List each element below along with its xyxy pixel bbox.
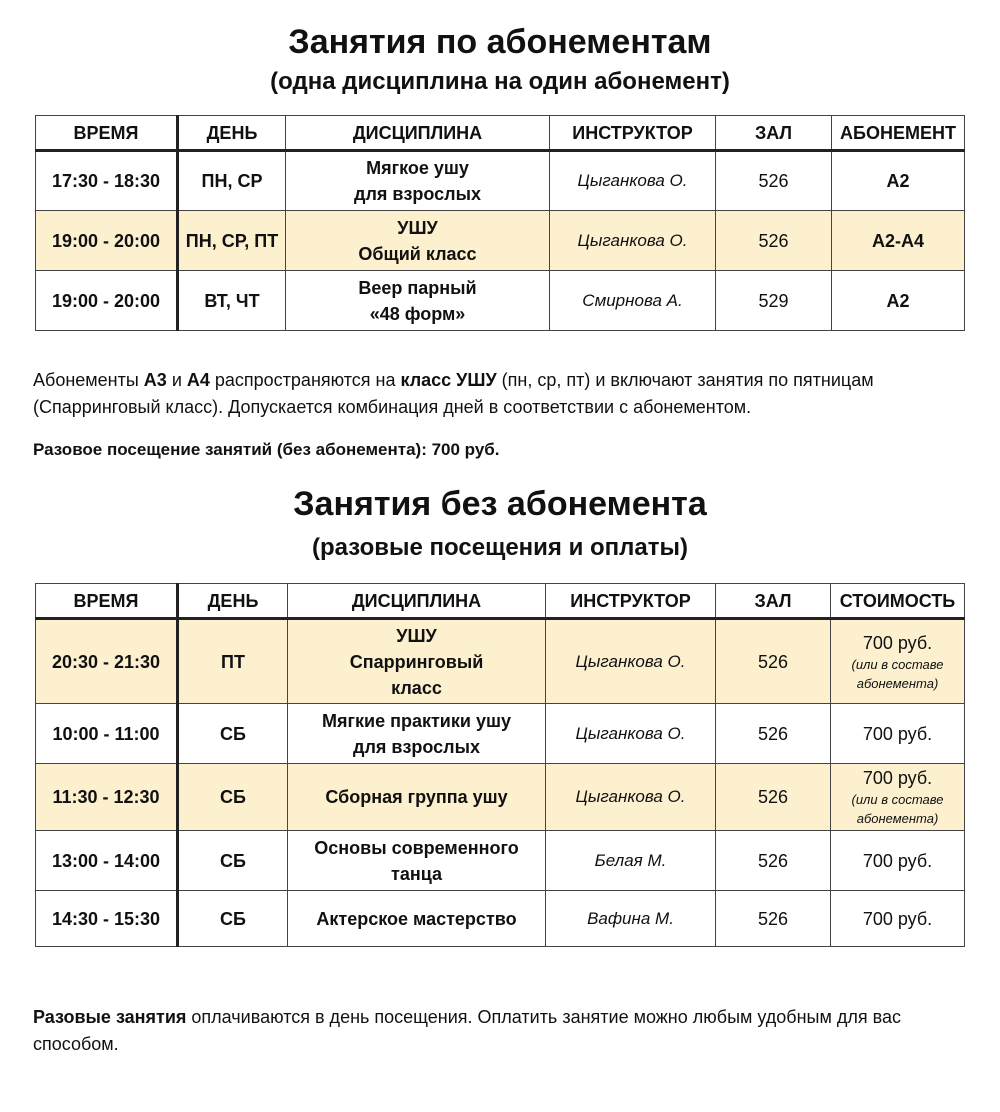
hall-cell: 526 xyxy=(716,211,832,271)
discipline-line: УШУ xyxy=(396,625,437,646)
hall-cell: 526 xyxy=(716,764,831,831)
time-cell: 17:30 - 18:30 xyxy=(36,151,178,211)
table-row xyxy=(36,619,965,704)
header-subscription: АБОНЕМЕНТ xyxy=(832,116,965,151)
discipline-line: для взрослых xyxy=(353,736,480,757)
note-text: распространяются на xyxy=(209,370,401,390)
price-note: (или в составе абонемента) xyxy=(851,792,944,826)
day-cell: ПН, СР xyxy=(178,151,286,211)
price-cell xyxy=(831,831,965,891)
time-cell: 14:30 - 15:30 xyxy=(36,891,178,947)
instructor-cell: Смирнова А. xyxy=(550,271,716,331)
section1-title: Занятия по абонементам xyxy=(288,23,712,61)
discipline-line: Мягкое ушу xyxy=(366,158,469,178)
section1-subtitle: (одна дисциплина на один абонемент) xyxy=(270,68,730,95)
price-value: 700 руб. xyxy=(862,723,933,744)
discipline-cell xyxy=(288,619,546,704)
price-value: 700 руб. xyxy=(862,768,933,788)
hall-cell: 526 xyxy=(716,891,831,947)
discipline-line: УШУ xyxy=(397,217,438,238)
discipline-cell xyxy=(286,151,550,211)
day-cell: СБ xyxy=(178,891,288,947)
discipline-cell xyxy=(288,831,546,891)
subscription-note xyxy=(33,367,973,421)
payment-note-text: оплачиваются в день посещения. Оплатить занятие можно любым удобным для вас способом. xyxy=(33,1007,901,1054)
instructor-cell: Цыганкова О. xyxy=(550,211,716,271)
single-visit-schedule-table xyxy=(35,583,965,947)
hall-cell: 526 xyxy=(716,619,831,704)
table-header-row xyxy=(36,116,965,151)
time-cell: 13:00 - 14:00 xyxy=(36,831,178,891)
single-visit-note: Разовое посещение занятий (без абонемента): 700 руб. xyxy=(33,440,500,459)
discipline-line: «48 форм» xyxy=(369,303,466,324)
discipline-line: Актерское мастерство xyxy=(316,908,517,929)
price-value: 700 руб. xyxy=(862,850,933,871)
price-note: (или в составе абонемента) xyxy=(851,656,944,691)
discipline-line: Общий класс xyxy=(358,243,477,264)
discipline-line: танца xyxy=(391,863,442,884)
instructor-cell: Цыганкова О. xyxy=(546,764,716,831)
day-cell: СБ xyxy=(178,764,288,831)
table-row xyxy=(36,831,965,891)
day-cell: ВТ, ЧТ xyxy=(178,271,286,331)
price-cell xyxy=(831,764,965,831)
time-cell: 20:30 - 21:30 xyxy=(36,619,178,704)
time-cell: 10:00 - 11:00 xyxy=(36,704,178,764)
header-discipline: ДИСЦИПЛИНА xyxy=(288,584,546,619)
header-day: ДЕНЬ xyxy=(178,584,288,619)
time-cell: 11:30 - 12:30 xyxy=(36,764,178,831)
discipline-line: для взрослых xyxy=(354,184,481,204)
header-time: ВРЕМЯ xyxy=(36,116,178,151)
table-row xyxy=(36,891,965,947)
discipline-line: класс xyxy=(391,677,442,698)
discipline-line: Сборная группа ушу xyxy=(325,787,508,807)
price-cell xyxy=(831,891,965,947)
price-value: 700 руб. xyxy=(862,908,933,929)
note-bold-a3: А3 xyxy=(143,370,167,390)
discipline-cell xyxy=(286,271,550,331)
price-value: 700 руб. xyxy=(862,632,933,653)
table-header-row xyxy=(36,584,965,619)
discipline-cell xyxy=(288,704,546,764)
discipline-cell xyxy=(288,764,546,831)
note-text: и xyxy=(166,370,187,390)
instructor-cell: Белая М. xyxy=(546,831,716,891)
discipline-line: Основы современного xyxy=(314,837,519,858)
subscription-cell: А2 xyxy=(832,151,965,211)
discipline-line: Спарринговый xyxy=(349,651,484,672)
table-row xyxy=(36,211,965,271)
header-instructor: ИНСТРУКТОР xyxy=(546,584,716,619)
hall-cell: 526 xyxy=(716,151,832,211)
section2-subtitle: (разовые посещения и оплаты) xyxy=(311,534,689,561)
subscription-cell: А2 xyxy=(832,271,965,331)
table-row xyxy=(36,764,965,831)
section2-title: Занятия без абонемента xyxy=(293,485,707,523)
discipline-cell xyxy=(286,211,550,271)
day-cell: ПН, СР, ПТ xyxy=(178,211,286,271)
payment-note-bold: Разовые занятия xyxy=(33,1007,187,1027)
header-hall: ЗАЛ xyxy=(716,116,832,151)
instructor-cell: Вафина М. xyxy=(546,891,716,947)
header-price: СТОИМОСТЬ xyxy=(831,584,965,619)
note-bold-class: класс УШУ xyxy=(400,370,497,390)
note-bold-a4: А4 xyxy=(186,370,210,390)
header-time: ВРЕМЯ xyxy=(36,584,178,619)
note-text: (пн, ср, пт) и включают занятия по пятницам (Спарринговый класс). Допускается комбинация дней в соответствии с абонементом. xyxy=(33,370,874,417)
header-instructor: ИНСТРУКТОР xyxy=(550,116,716,151)
hall-cell: 526 xyxy=(716,704,831,764)
instructor-cell: Цыганкова О. xyxy=(550,151,716,211)
instructor-cell: Цыганкова О. xyxy=(546,704,716,764)
subscription-cell: А2-А4 xyxy=(832,211,965,271)
price-cell xyxy=(831,704,965,764)
time-cell: 19:00 - 20:00 xyxy=(36,211,178,271)
subscription-schedule-table xyxy=(35,115,965,331)
discipline-cell xyxy=(288,891,546,947)
hall-cell: 529 xyxy=(716,271,832,331)
hall-cell: 526 xyxy=(716,831,831,891)
note-text: Абонементы xyxy=(33,370,144,390)
table-row xyxy=(36,704,965,764)
price-cell xyxy=(831,619,965,704)
header-hall: ЗАЛ xyxy=(716,584,831,619)
table-row xyxy=(36,271,965,331)
day-cell: СБ xyxy=(178,704,288,764)
day-cell: ПТ xyxy=(178,619,288,704)
time-cell: 19:00 - 20:00 xyxy=(36,271,178,331)
discipline-line: Веер парный xyxy=(358,277,477,298)
header-day: ДЕНЬ xyxy=(178,116,286,151)
day-cell: СБ xyxy=(178,831,288,891)
header-discipline: ДИСЦИПЛИНА xyxy=(286,116,550,151)
payment-note xyxy=(33,1004,973,1058)
table-row xyxy=(36,151,965,211)
discipline-line: Мягкие практики ушу xyxy=(322,710,511,731)
instructor-cell: Цыганкова О. xyxy=(546,619,716,704)
